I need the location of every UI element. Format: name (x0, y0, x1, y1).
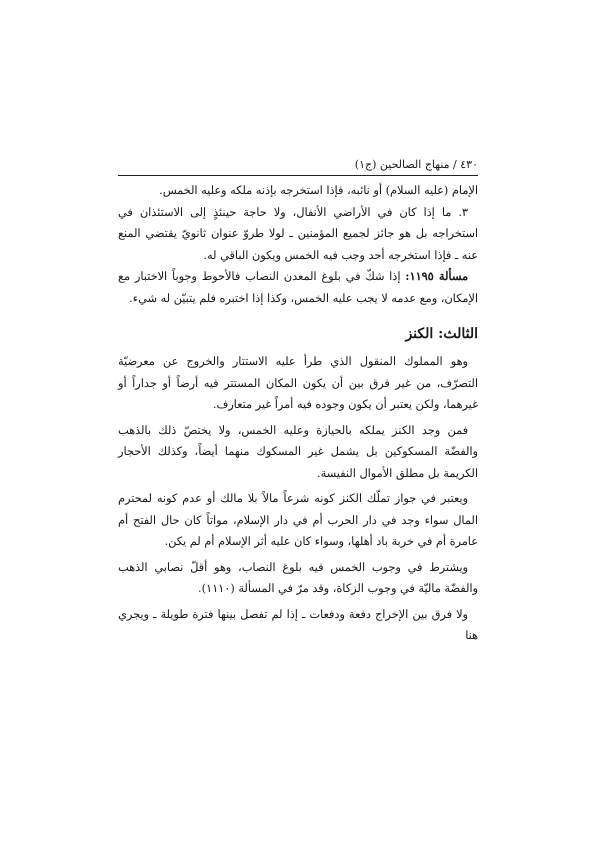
paragraph: وهو المملوك المنقول الذي طرأ عليه الاستتار والخروج عن معرضيّة التصرّف، من غير فرق بين أن يكون المكان المستتر فيه أرضاً أو جداراً أو غيرهما، ولكن يعتبر أن يكون وجوده فيه أمراً غير متعارف. (118, 355, 478, 411)
issue-paragraph (118, 266, 478, 309)
paragraph: الإمام (عليه السلام) أو نائبه، فإذا استخرجه بإذنه ملكه وعليه الخمس. (159, 184, 478, 197)
paragraph: ٣. ما إذا كان في الأراضي الأنفال، ولا حاجة حينئذٍ إلى الاستئذان في استخراجه بل هو جائز لجميع المؤمنين ـ لولا طروّ عنوان ثانويّ يقتضي المنع عنه ـ فإذا استخرجه أحد وجب فيه الخمس ويكون الباقي له. (118, 205, 478, 262)
header-divider (118, 175, 478, 176)
paragraph: ولا فرق بين الإخراج دفعة ودفعات ـ إذا لم تفصل بينها فترة طويلة ـ ويجري هنا (118, 607, 478, 642)
issue-label: مسألة ١١٩٥: (405, 269, 468, 283)
paragraph: فمن وجد الكنز يملكه بالحيازة وعليه الخمس، ولا يختصّ ذلك بالذهب والفضّة المسكوكين بل يشمل غير المسكوك منهما أيضاً، وكذلك الأحجار الكريمة بل مطلق الأموال النفيسة. (118, 423, 478, 480)
section-title: الثالث: الكنز (405, 326, 478, 342)
issue-text: إذا شكّ في بلوغ المعدن النصاب فالأحوط وجوباً الاختبار مع الإمكان، ومع عدمه لا يجب عليه الخمس، وكذا إذا اختبره فلم يتبيّن له شيء. (118, 270, 478, 305)
paragraph: ويعتبر في جواز تملّك الكنز كونه شرعاً مالاً بلا مالك أو عدم كونه لمحترم المال سواء وجد في دار الحرب أم في دار الإسلام، مواتاً كان حال الفتح أم عامرة أم في خربة باد أهلها، وسواء كان عليه أثر الإسلام أم لم يكن. (118, 492, 478, 548)
page-body (118, 180, 478, 647)
paragraph: ويشترط في وجوب الخمس فيه بلوغ النصاب، وهو أقلّ نصابي الذهب والفضّة ماليّة في وجوب الزكاة، وقد مرّ في المسألة (١١١٠). (118, 560, 478, 595)
running-header: ٤٣٠ / منهاج الصالحين (ج١) (354, 158, 478, 171)
